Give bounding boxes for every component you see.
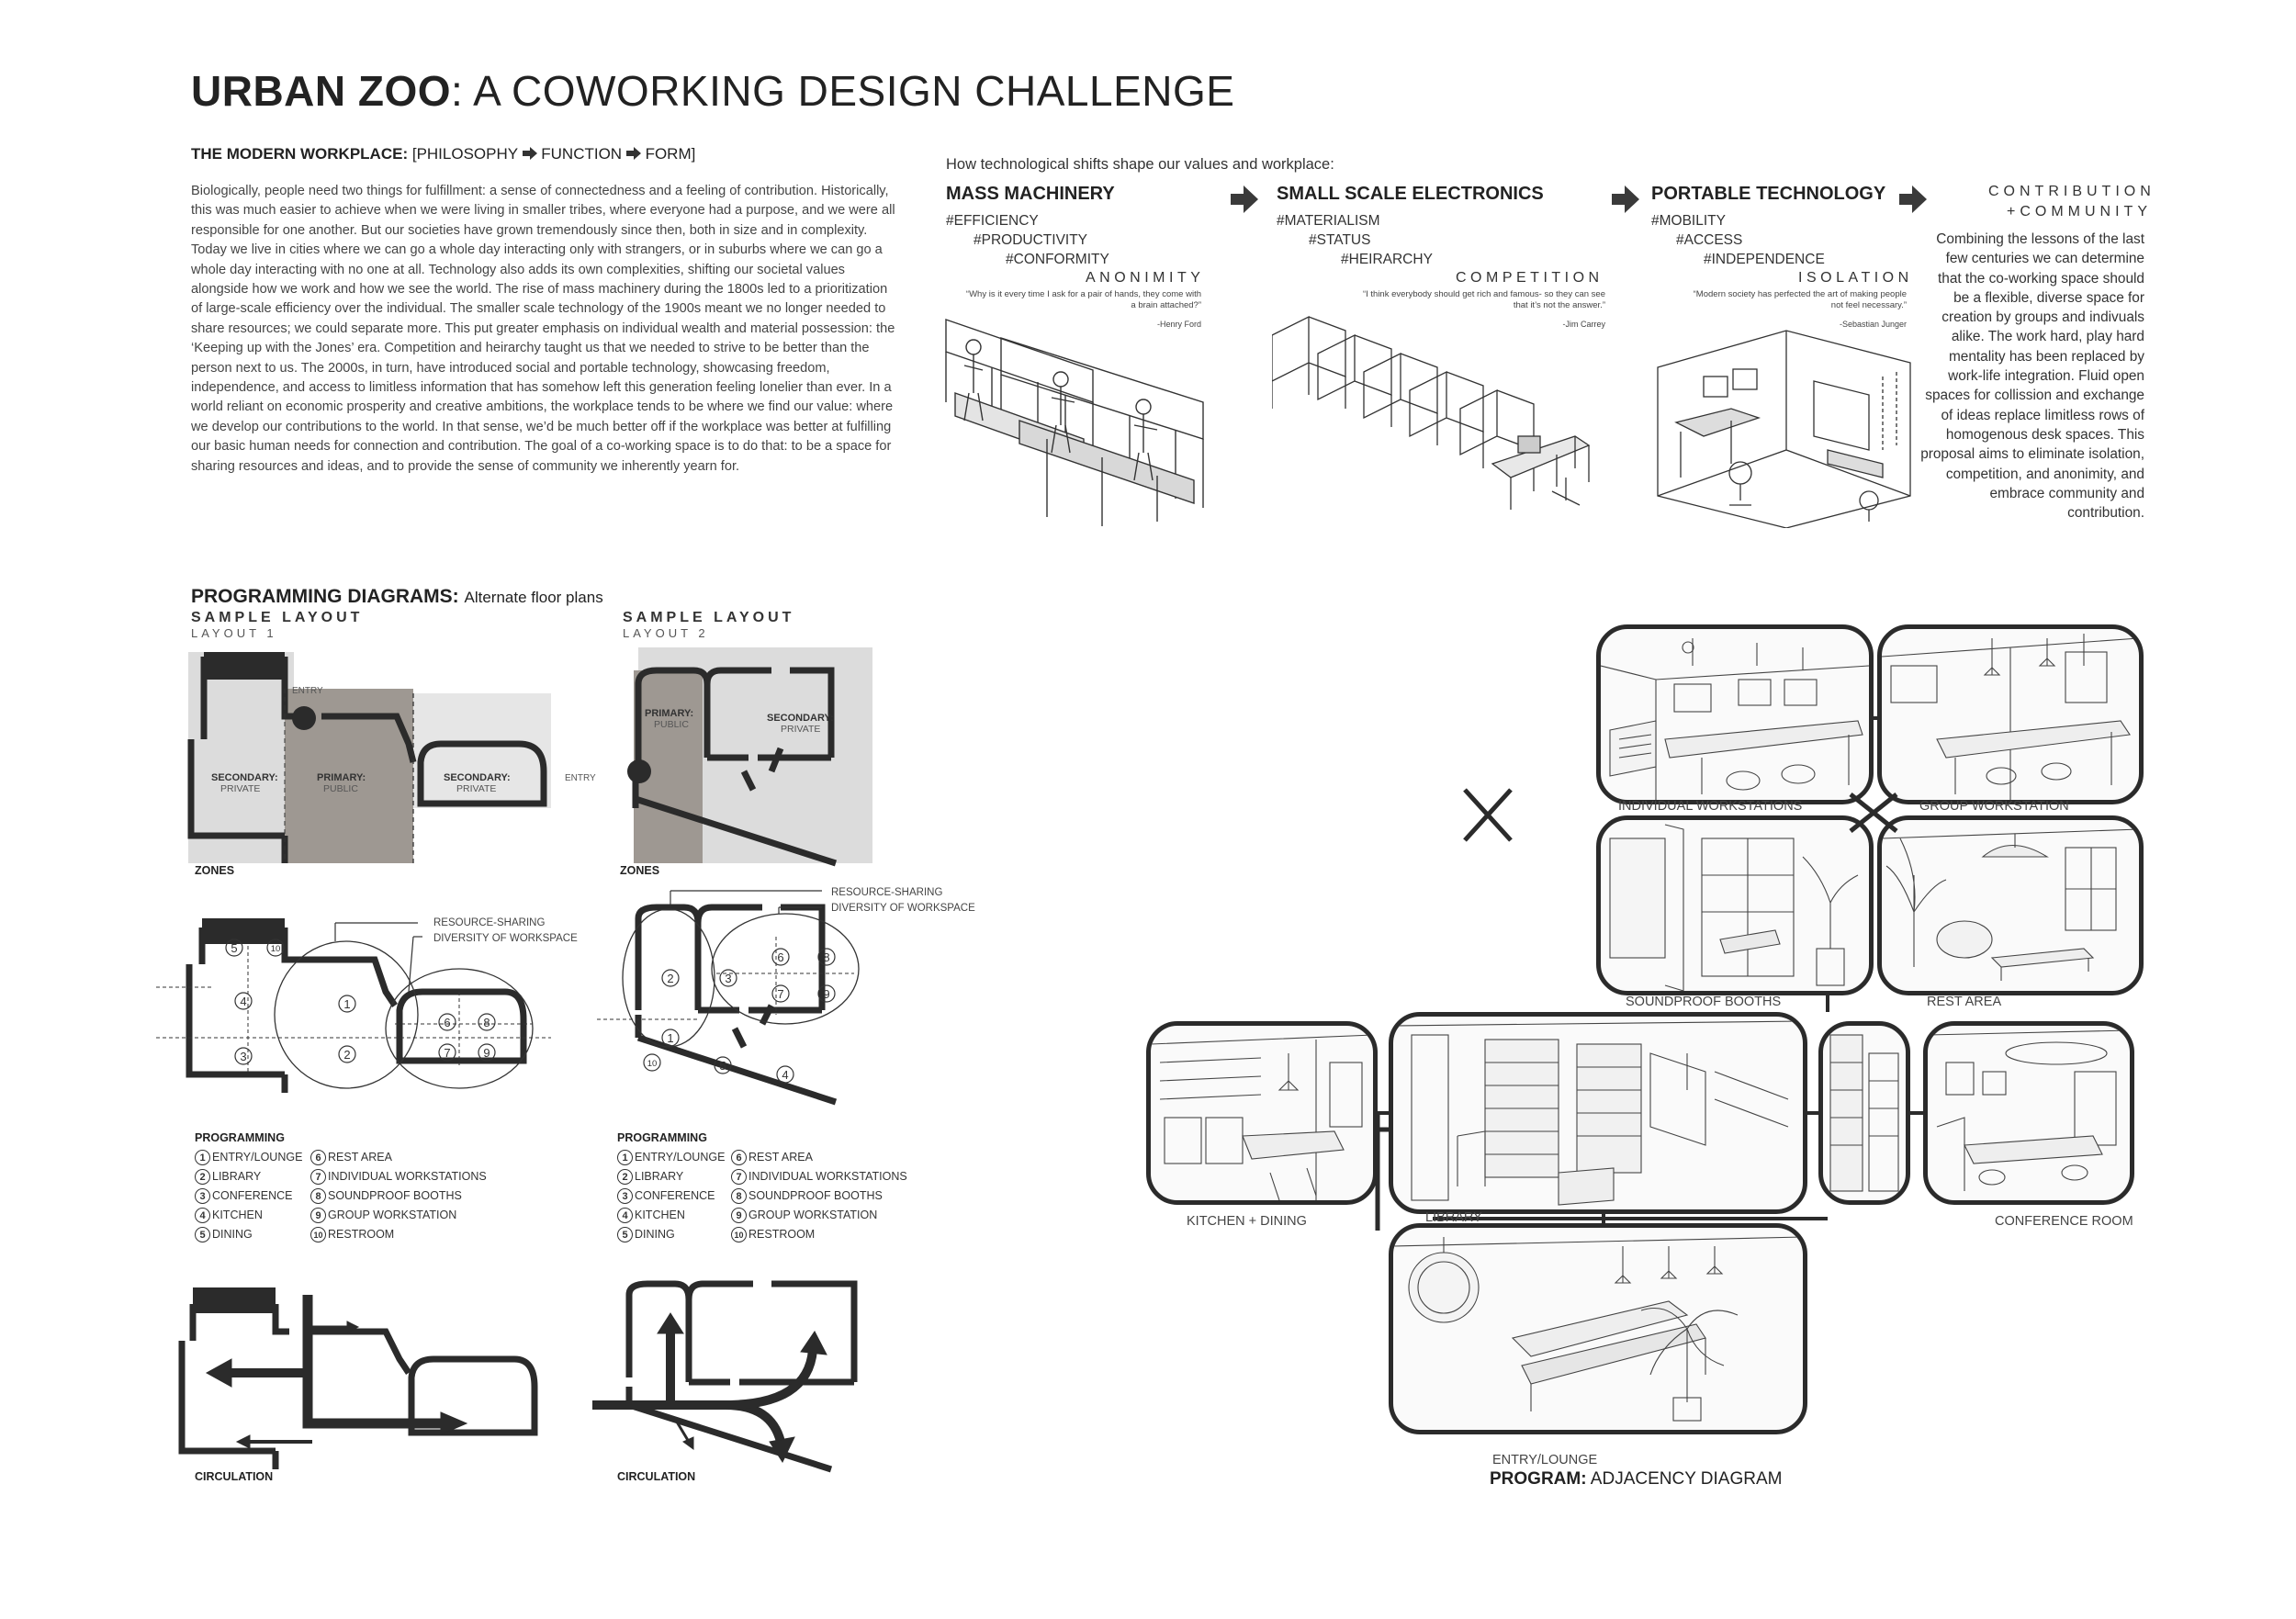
- legend-item: [310, 1225, 487, 1244]
- x-connector: [1846, 790, 1901, 836]
- legend-label: INDIVIDUAL WORKSTATIONS: [328, 1170, 487, 1183]
- legend-item: [731, 1206, 907, 1225]
- subhead-function: FUNCTION: [541, 145, 623, 163]
- era-quote: “Why is it every time I ask for a pair of hands, they come with a brain attached?”: [965, 289, 1201, 310]
- layout1-programming-plan: [156, 891, 597, 1120]
- contribution-text: Combining the lessons of the last few centuries we can determine that the co-working space should be a flexible, diverse space for creation by groups and indivuals alike. The work hard, play hard mentality has been replaced by work-life integration. Fluid open spaces for collission and exchange of ideas replace limitless rows of homogenous desk spaces. This proposal aims to eliminate isolation, competition, and anonimity, and embrace community and contribution.: [1920, 231, 2144, 522]
- legend-num: 5: [617, 1227, 633, 1242]
- era-quote-author: -Sebastian Junger: [1839, 320, 1907, 329]
- zone-label: SECONDARY:: [211, 772, 278, 783]
- era-tag: #PRODUCTIVITY: [974, 232, 1088, 248]
- tech-intro: How technological shifts shape our values and workplace:: [946, 156, 1334, 173]
- connector: [1433, 1217, 1828, 1220]
- legend-col: [731, 1148, 907, 1244]
- mass-machinery-illustration: [937, 301, 1217, 526]
- svg-text:3: 3: [725, 972, 732, 985]
- legend-num: 6: [731, 1150, 747, 1165]
- legend-item: [195, 1167, 302, 1186]
- legend-num: 8: [731, 1188, 747, 1204]
- era-value: ANONIMITY: [1086, 270, 1205, 286]
- programming-label: PROGRAMMING: [617, 1131, 707, 1144]
- entry-label: ENTRY: [565, 773, 596, 783]
- connector: [1874, 716, 1877, 720]
- bookshelf-sketch: [1823, 1026, 1906, 1200]
- adjacency-heading-bold: PROGRAM:: [1490, 1469, 1587, 1489]
- layout2-programming-plan: [597, 882, 1010, 1120]
- zone-label: PUBLIC: [323, 783, 358, 794]
- svg-text:5: 5: [719, 1059, 726, 1073]
- legend-item: [731, 1148, 907, 1167]
- zone-label: PRIVATE: [220, 783, 261, 794]
- era-value: ISOLATION: [1798, 270, 1913, 286]
- era-quote: “Modern society has perfected the art of making people not feel necessary.”: [1693, 289, 1907, 310]
- zone-label: PUBLIC: [654, 719, 689, 730]
- layout2-title: SAMPLE LAYOUT: [623, 610, 795, 625]
- diversity-label: DIVERSITY OF WORKSPACE: [433, 933, 578, 944]
- subhead-form: FORM]: [645, 145, 696, 163]
- room-label-individual: INDIVIDUAL WORKSTATIONS: [1618, 799, 1803, 814]
- legend-label: REST AREA: [328, 1151, 392, 1164]
- room-label-group: GROUP WORKSTATION: [1919, 799, 2069, 814]
- legend-num: 9: [310, 1208, 326, 1223]
- svg-text:3: 3: [240, 1050, 247, 1063]
- legend-item: [195, 1206, 302, 1225]
- legend-label: CONFERENCE: [635, 1189, 715, 1202]
- small-electronics-illustration: [1272, 308, 1598, 523]
- arrow-right-icon: [626, 147, 641, 160]
- legend-label: REST AREA: [748, 1151, 813, 1164]
- era-tag: #MATERIALISM: [1277, 213, 1380, 229]
- title-rest: : A COWORKING DESIGN CHALLENGE: [451, 67, 1235, 115]
- legend-item: [731, 1186, 907, 1206]
- layout1-circulation-plan: [174, 1267, 560, 1488]
- legend-item: [617, 1167, 725, 1186]
- legend-item: [731, 1167, 907, 1186]
- svg-text:4: 4: [782, 1068, 789, 1082]
- room-conference: [1923, 1021, 2134, 1205]
- legend-num: 7: [731, 1169, 747, 1185]
- connector: [1910, 1111, 1923, 1115]
- title-bold: URBAN ZOO: [191, 67, 452, 115]
- room-library: [1389, 1012, 1807, 1214]
- zone-label: SECONDARY:: [767, 713, 834, 724]
- rest-area-sketch: [1882, 820, 2139, 991]
- legend-label: LIBRARY: [635, 1170, 684, 1183]
- room-restroom-corridor: [1818, 1021, 1910, 1205]
- svg-text:2: 2: [343, 1048, 351, 1062]
- legend-col: [617, 1148, 725, 1244]
- era-tag: #STATUS: [1309, 232, 1371, 248]
- legend-num: 2: [617, 1169, 633, 1185]
- era-title-small-scale-electronics: SMALL SCALE ELECTRONICS: [1277, 184, 1544, 204]
- era-quote: “I think everybody should get rich and famous- so they can see that it’s not the answer.”: [1362, 289, 1605, 310]
- arrow-right-icon: [1612, 186, 1639, 213]
- adjacency-heading: [1490, 1469, 1782, 1490]
- era-title-portable-technology: PORTABLE TECHNOLOGY: [1651, 184, 1886, 204]
- svg-text:2: 2: [667, 972, 674, 985]
- legend-label: LIBRARY: [212, 1170, 262, 1183]
- layout1-subtitle: LAYOUT 1: [191, 626, 277, 640]
- svg-text:5: 5: [231, 941, 238, 955]
- room-label-rest: REST AREA: [1927, 995, 2002, 1009]
- layout2-subtitle: LAYOUT 2: [623, 626, 709, 640]
- zone-label: PRIMARY:: [317, 772, 366, 783]
- legend-num: 1: [617, 1150, 633, 1165]
- legend-item: [195, 1186, 302, 1206]
- arrow-right-icon: [1231, 186, 1258, 213]
- era-title-mass-machinery: MASS MACHINERY: [946, 184, 1115, 204]
- legend-num: 8: [310, 1188, 326, 1204]
- subhead-philosophy: [PHILOSOPHY: [411, 145, 518, 163]
- legend-num: 4: [195, 1208, 210, 1223]
- legend-num: 10: [731, 1227, 747, 1242]
- zone-label: PRIVATE: [456, 783, 497, 794]
- intro-paragraph: Biologically, people need two things for fulfillment: a sense of connectedness and a feeling of contribution. Historically, this was much easier to achieve when we were living in smaller tribes, where everyone had a purpose, and we were all responsible for one another. But our societies have grown tremendously since then, both in size and in complexity. Today we live in cities where we can go a whole day interacting only with strangers, or in suburbs where we can go a whole day interacting with no one at all. Technology also adds its own complexities, shifting our societal values alongside how we work and how we see the world. The rise of mass machinery during the 1800s led to a prioritization of large-scale efficiency over the individual. The smaller scale technology of the 1900s meant we no longer needed to share resources; we could separate more. This put greater emphasis on individual wealth and material possession: the ‘Keeping up with the Jones’ era. Competition and heirarchy taught us that we needed to strive to be better than the person next to us. The 2000s, in turn, have introduced social and portable technology, showcasing freedom, independence, and access to limitless information that has somehow left this generation feeling lonelier than ever. In a world reliant on economic prosperity and creative ambitions, the workplace tends to be where we find our value: where we develop our contributions to the world. In that sense, we’d be much better off if the workplace was better at fulfilling our basic human needs for connection and contribution. The goal of a co-working space is to do that: to be a space for sharing resources and ideas, and to provide the sense of community we inherently yearn for.: [191, 184, 895, 474]
- legend-num: 7: [310, 1169, 326, 1185]
- layout1-title: SAMPLE LAYOUT: [191, 610, 364, 625]
- legend-label: SOUNDPROOF BOOTHS: [748, 1189, 883, 1202]
- legend-label: GROUP WORKSTATION: [328, 1209, 457, 1221]
- group-workstation-sketch: [1882, 629, 2139, 800]
- era-quote-author: -Jim Carrey: [1562, 320, 1605, 329]
- circulation-label: CIRCULATION: [195, 1470, 274, 1483]
- legend-label: DINING: [212, 1228, 253, 1241]
- era-tag: #EFFICIENCY: [946, 213, 1039, 229]
- era-quote-author: -Henry Ford: [1156, 320, 1201, 329]
- arrow-right-icon: [1899, 186, 1927, 213]
- era-tag: #INDEPENDENCE: [1704, 252, 1825, 267]
- room-group-workstation: [1877, 624, 2144, 804]
- svg-text:4: 4: [240, 995, 247, 1008]
- kitchen-dining-sketch: [1151, 1026, 1373, 1200]
- portable-technology-illustration: [1649, 312, 1915, 528]
- svg-text:8: 8: [823, 950, 830, 964]
- svg-text:9: 9: [823, 987, 830, 1001]
- diversity-label: DIVERSITY OF WORKSPACE: [831, 903, 975, 914]
- era-tag: #HEIRARCHY: [1341, 252, 1433, 267]
- programming-heading: [191, 586, 603, 608]
- era-tag: #ACCESS: [1676, 232, 1743, 248]
- legend-item: [617, 1206, 725, 1225]
- circulation-label: CIRCULATION: [617, 1470, 696, 1483]
- legend-col: [195, 1148, 302, 1244]
- entry-label: ENTRY: [292, 686, 323, 696]
- zone-label: PRIVATE: [781, 724, 821, 735]
- legend-item: [617, 1225, 725, 1244]
- room-entry-lounge: [1389, 1223, 1807, 1434]
- connector: [1807, 1111, 1818, 1115]
- svg-text:10: 10: [647, 1059, 658, 1069]
- legend-item: [310, 1206, 487, 1225]
- room-label-soundproof: SOUNDPROOF BOOTHS: [1626, 995, 1782, 1009]
- zones-label: ZONES: [195, 864, 235, 877]
- community-heading: +COMMUNITY: [2007, 204, 2152, 219]
- svg-text:8: 8: [483, 1016, 490, 1029]
- svg-text:6: 6: [777, 950, 784, 964]
- room-rest-area: [1877, 815, 2144, 995]
- layout2-circulation-plan: [588, 1267, 882, 1488]
- legend-num: 6: [310, 1150, 326, 1165]
- legend-label: ENTRY/LOUNGE: [212, 1151, 303, 1164]
- room-label-library: LIBRARY: [1425, 1210, 1482, 1225]
- legend-num: 3: [617, 1188, 633, 1204]
- page-title: [191, 66, 1234, 116]
- adjacency-heading-rest: ADJACENCY DIAGRAM: [1590, 1469, 1783, 1489]
- svg-text:7: 7: [444, 1046, 451, 1060]
- contribution-heading: CONTRIBUTION: [1988, 184, 2155, 199]
- programming-label: PROGRAMMING: [195, 1131, 285, 1144]
- svg-text:10: 10: [270, 944, 281, 954]
- conference-room-sketch: [1928, 1026, 2130, 1200]
- legend-num: 5: [195, 1227, 210, 1242]
- legend-num: 3: [195, 1188, 210, 1204]
- layout2-zones-plan: [560, 643, 891, 882]
- legend-item: [195, 1148, 302, 1167]
- era-value: COMPETITION: [1456, 270, 1604, 286]
- legend-col: [310, 1148, 487, 1244]
- era-tag: #CONFORMITY: [1006, 252, 1109, 267]
- legend-item: [617, 1186, 725, 1206]
- legend-item: [310, 1186, 487, 1206]
- room-individual-workstations: [1596, 624, 1874, 804]
- zones-label: ZONES: [620, 864, 660, 877]
- arrow-right-icon: [523, 147, 537, 160]
- library-sketch: [1393, 1017, 1803, 1209]
- legend-label: KITCHEN: [635, 1209, 685, 1221]
- resource-sharing-label: RESOURCE-SHARING: [433, 917, 546, 928]
- resource-sharing-label: RESOURCE-SHARING: [831, 887, 943, 898]
- legend-num: 9: [731, 1208, 747, 1223]
- legend-item: [195, 1225, 302, 1244]
- individual-workstations-sketch: [1601, 629, 1869, 800]
- legend-label: RESTROOM: [328, 1228, 395, 1241]
- legend-item: [617, 1148, 725, 1167]
- legend-item: [310, 1167, 487, 1186]
- room-label-kitchen: KITCHEN + DINING: [1187, 1214, 1307, 1229]
- room-soundproof-booths: [1596, 815, 1874, 995]
- modern-workplace-heading: [191, 145, 695, 163]
- room-label-conference: CONFERENCE ROOM: [1995, 1214, 2133, 1229]
- legend-label: ENTRY/LOUNGE: [635, 1151, 726, 1164]
- legend-label: CONFERENCE: [212, 1189, 293, 1202]
- connector: [1826, 995, 1829, 1012]
- legend-num: 10: [310, 1227, 326, 1242]
- soundproof-booths-sketch: [1601, 820, 1869, 991]
- legend-label: DINING: [635, 1228, 675, 1241]
- svg-text:9: 9: [483, 1046, 490, 1060]
- room-label-entry: ENTRY/LOUNGE: [1492, 1453, 1598, 1467]
- legend-num: 2: [195, 1169, 210, 1185]
- zone-label: SECONDARY:: [444, 772, 511, 783]
- room-kitchen-dining: [1146, 1021, 1378, 1205]
- svg-text:7: 7: [777, 987, 784, 1001]
- zone-label: PRIMARY:: [645, 708, 694, 719]
- entry-lounge-sketch: [1393, 1228, 1803, 1430]
- legend-label: GROUP WORKSTATION: [748, 1209, 878, 1221]
- legend-label: RESTROOM: [748, 1228, 816, 1241]
- legend-label: INDIVIDUAL WORKSTATIONS: [748, 1170, 907, 1183]
- legend-label: KITCHEN: [212, 1209, 263, 1221]
- svg-text:1: 1: [343, 997, 351, 1011]
- svg-text:6: 6: [444, 1016, 451, 1029]
- legend-num: 4: [617, 1208, 633, 1223]
- legend-item: [731, 1225, 907, 1244]
- legend-item: [310, 1148, 487, 1167]
- legend-num: 1: [195, 1150, 210, 1165]
- layout1-zones-plan: [184, 643, 569, 882]
- era-tag: #MOBILITY: [1651, 213, 1726, 229]
- programming-heading-bold: PROGRAMMING DIAGRAMS:: [191, 586, 459, 607]
- programming-heading-rest: Alternate floor plans: [464, 589, 603, 606]
- svg-text:1: 1: [667, 1031, 674, 1045]
- connector: [1378, 1111, 1389, 1115]
- subhead-bold: THE MODERN WORKPLACE:: [191, 145, 409, 163]
- legend-label: SOUNDPROOF BOOTHS: [328, 1189, 462, 1202]
